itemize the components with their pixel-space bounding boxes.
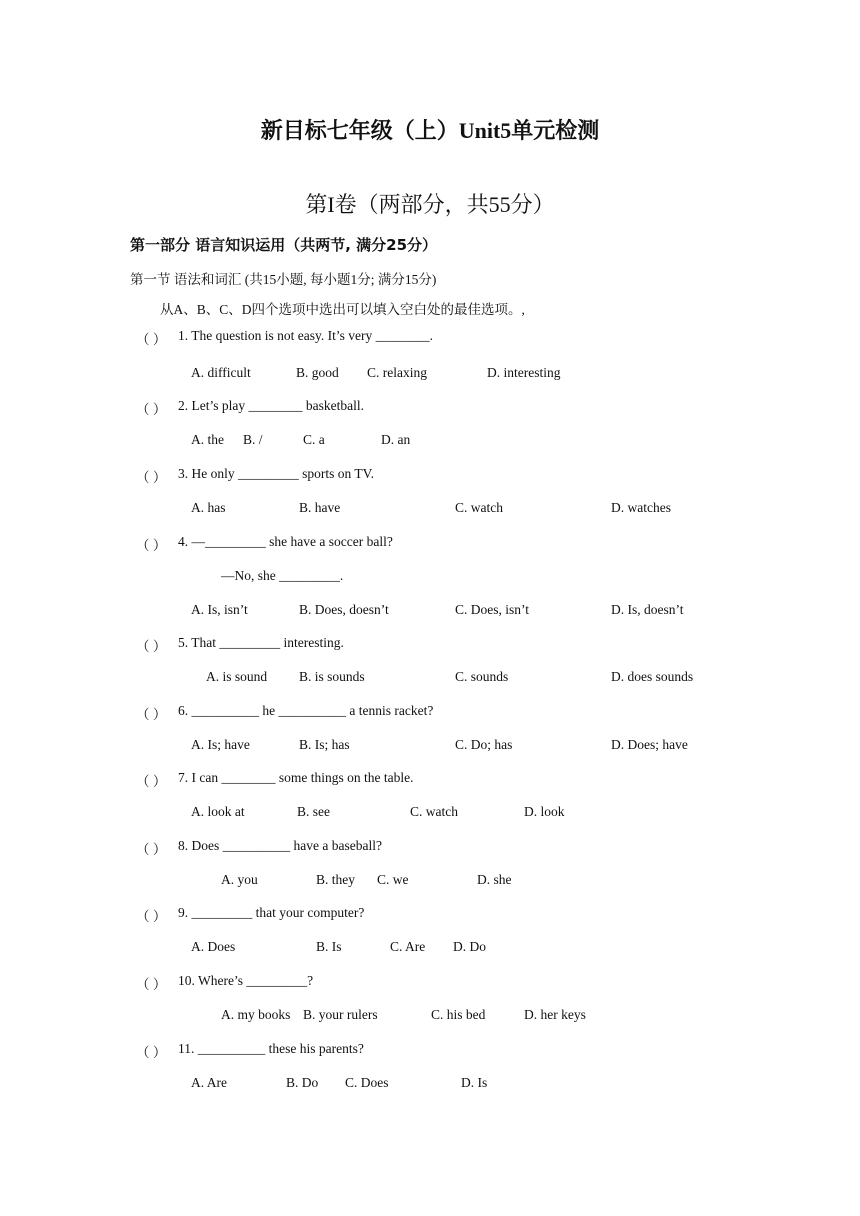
answer-blank: （ ） — [136, 639, 167, 654]
option-c: C. his bed — [431, 1007, 486, 1022]
option-d: D. Is, doesn’t — [611, 602, 684, 617]
question-text: 11. __________ these his parents? — [178, 1041, 364, 1056]
option-c: C. Do; has — [455, 737, 513, 752]
option-c: C. we — [377, 872, 409, 887]
answer-blank: （ ） — [136, 707, 167, 722]
answer-blank: （ ） — [136, 538, 167, 553]
question-9 — [0, 905, 860, 925]
question-7 — [0, 770, 860, 790]
document-title: 新目标七年级（上）Unit5单元检测 — [260, 118, 600, 143]
option-c: C. Are — [390, 939, 426, 954]
question-text: 3. He only _________ sports on TV. — [178, 466, 375, 481]
answer-blank: （ ） — [136, 909, 167, 924]
question-3 — [0, 466, 860, 486]
option-a: A. you — [221, 872, 258, 887]
part-heading: 第一部分 语言知识运用（共两节, 满分25分） — [130, 236, 438, 254]
question-2 — [0, 398, 860, 418]
question-text: 10. Where’s _________? — [178, 973, 314, 988]
question-6 — [0, 703, 860, 723]
option-a: A. Is, isn’t — [191, 602, 248, 617]
option-d: D. she — [477, 872, 512, 887]
question-text: 7. I can ________ some things on the table. — [178, 770, 414, 785]
question-text: 4. —_________ she have a soccer ball? — [178, 534, 393, 549]
option-a: A. difficult — [191, 365, 251, 380]
question-4 — [0, 534, 860, 554]
answer-blank: （ ） — [136, 774, 167, 789]
option-c: C. sounds — [455, 669, 509, 684]
question-11 — [0, 1041, 860, 1061]
question-5 — [0, 635, 860, 655]
answer-blank: （ ） — [136, 977, 167, 992]
option-d: D. Do — [453, 939, 486, 954]
option-a: A. has — [191, 500, 226, 515]
question-text: 2. Let’s play ________ basketball. — [178, 398, 364, 413]
question-text: 1. The question is not easy. It’s very ________. — [178, 328, 433, 343]
option-a: A. Are — [191, 1075, 227, 1090]
instruction-text: 从A、B、C、D四个选项中选出可以填入空白处的最佳选项。, — [160, 302, 525, 317]
option-d: D. watches — [611, 500, 671, 515]
option-b: B. see — [297, 804, 330, 819]
question-1 — [0, 328, 860, 348]
option-c: C. watch — [455, 500, 503, 515]
answer-blank: （ ） — [136, 842, 167, 857]
option-d: D. an — [381, 432, 411, 447]
option-a: A. look at — [191, 804, 245, 819]
answer-blank: （ ） — [136, 332, 167, 347]
option-c: C. watch — [410, 804, 458, 819]
option-d: D. does sounds — [611, 669, 694, 684]
option-c: C. a — [303, 432, 325, 447]
option-d: D. look — [524, 804, 565, 819]
option-b: B. / — [243, 432, 263, 447]
option-a: A. is sound — [206, 669, 268, 684]
option-a: A. my books — [221, 1007, 291, 1022]
option-b: B. have — [299, 500, 341, 515]
option-c: C. Does, isn’t — [455, 602, 530, 617]
answer-blank: （ ） — [136, 1045, 167, 1060]
option-b: B. they — [316, 872, 355, 887]
question-text: 6. __________ he __________ a tennis racket? — [178, 703, 434, 718]
option-b: B. your rulers — [303, 1007, 378, 1022]
option-b: B. good — [296, 365, 339, 380]
question-text-line2: —No, she _________. — [221, 568, 344, 583]
option-b: B. Do — [286, 1075, 319, 1090]
option-d: D. her keys — [524, 1007, 586, 1022]
option-b: B. is sounds — [299, 669, 365, 684]
option-d: D. Is — [461, 1075, 488, 1090]
answer-blank: （ ） — [136, 470, 167, 485]
section-heading: 第一节 语法和词汇 (共15小题, 每小题1分; 满分15分) — [130, 272, 437, 287]
question-8 — [0, 838, 860, 858]
option-a: A. Is; have — [191, 737, 250, 752]
question-10 — [0, 973, 860, 993]
option-a: A. Does — [191, 939, 236, 954]
option-c: C. relaxing — [367, 365, 427, 380]
question-text: 5. That _________ interesting. — [178, 635, 344, 650]
question-text: 8. Does __________ have a baseball? — [178, 838, 382, 853]
paper-subtitle: 第I卷（两部分，共55分） — [305, 192, 555, 217]
option-b: B. Is; has — [299, 737, 350, 752]
option-d: D. interesting — [487, 365, 561, 380]
option-a: A. the — [191, 432, 224, 447]
option-d: D. Does; have — [611, 737, 688, 752]
option-b: B. Is — [316, 939, 342, 954]
question-text: 9. _________ that your computer? — [178, 905, 365, 920]
option-b: B. Does, doesn’t — [299, 602, 389, 617]
answer-blank: （ ） — [136, 402, 167, 417]
option-c: C. Does — [345, 1075, 389, 1090]
